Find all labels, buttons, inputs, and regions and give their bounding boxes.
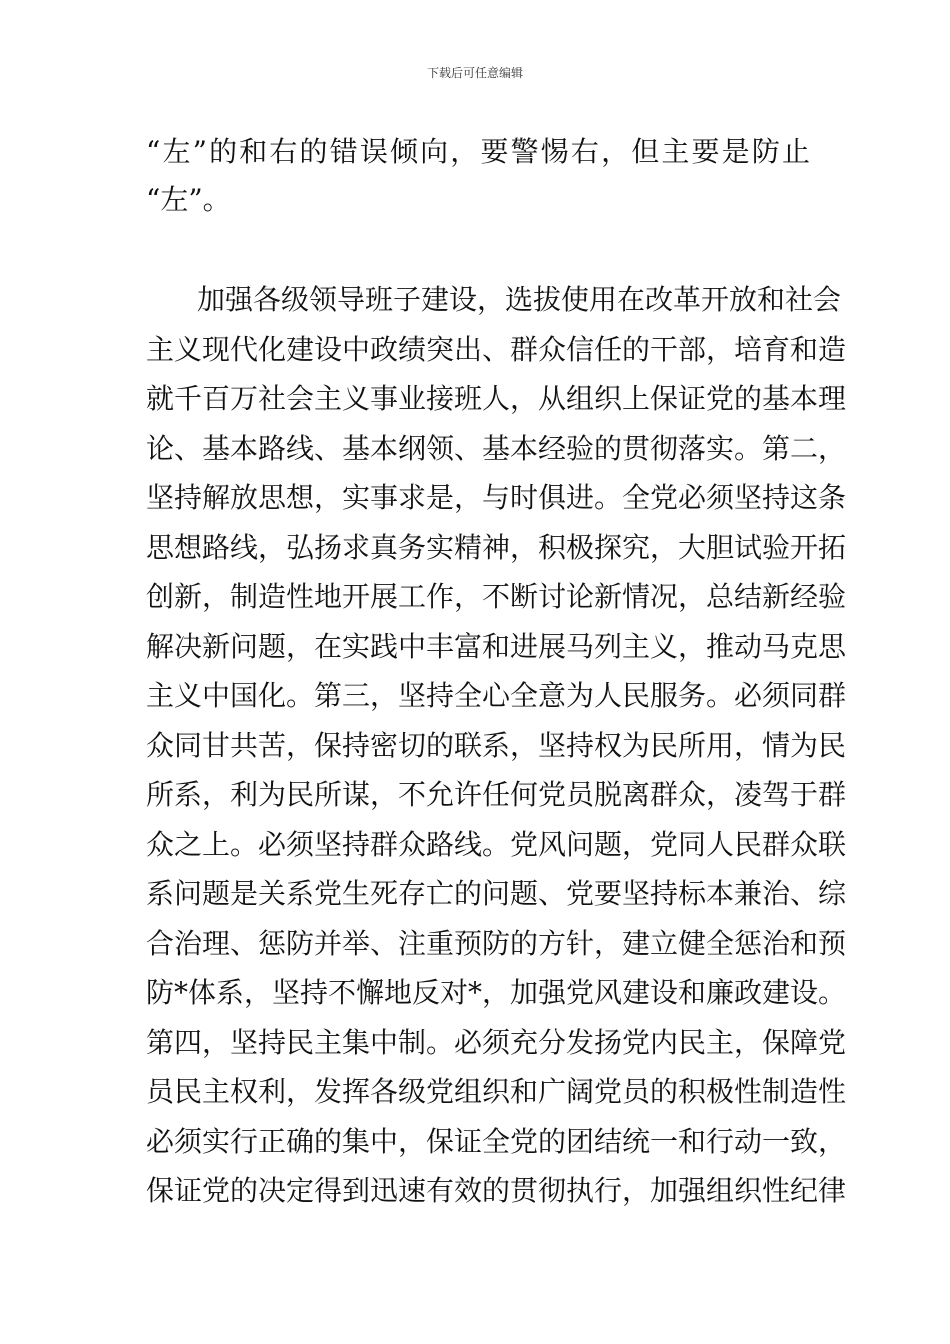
paragraph-2-line-16: 第四，坚持民主集中制。必须充分发扬党内民主，保障党: [146, 1026, 847, 1059]
paragraph-2-line-13: 系问题是关系党生死存亡的问题、党要坚持标本兼治、综: [146, 877, 847, 910]
paragraph-2-line-8: 解决新问题，在实践中丰富和进展马列主义，推动马克思: [146, 630, 847, 663]
paragraph-2-line-10: 众同甘共苦，保持密切的联系，坚持权为民所用，情为民: [146, 729, 847, 762]
paragraph-2-line-17: 员民主权利，发挥各级党组织和广阔党员的积极性制造性: [146, 1075, 847, 1108]
paragraph-2-line-5: 坚持解放思想，实事求是，与时俱进。全党必须坚持这条: [146, 481, 847, 514]
paragraph-1-line-1: “左”的和右的错误倾向，要警惕右，但主要是防止: [146, 135, 810, 168]
paragraph-1-line-2: “左”。: [146, 183, 231, 216]
paragraph-2-line-7: 创新，制造性地开展工作，不断讨论新情况，总结新经验: [146, 580, 847, 613]
paragraph-2-line-15: 防*体系，坚持不懈地反对*，加强党风建设和廉政建设。: [146, 976, 847, 1009]
paragraph-2-line-1: 加强各级领导班子建设，选拔使用在改革开放和社会: [197, 283, 842, 316]
paragraph-2-line-9: 主义中国化。第三，坚持全心全意为人民服务。必须同群: [146, 679, 847, 712]
paragraph-2-line-2: 主义现代化建设中政绩突出、群众信任的干部，培育和造: [146, 333, 847, 366]
paragraph-2-line-3: 就千百万社会主义事业接班人，从组织上保证党的基本理: [146, 382, 847, 415]
paragraph-2-line-12: 众之上。必须坚持群众路线。党风问题，党同人民群众联: [146, 828, 847, 861]
paragraph-2-line-14: 合治理、惩防并举、注重预防的方针，建立健全惩治和预: [146, 927, 847, 960]
paragraph-2-line-18: 必须实行正确的集中，保证全党的团结统一和行动一致，: [146, 1125, 847, 1158]
page-header: 下载后可任意编辑: [426, 66, 523, 80]
paragraph-2-line-6: 思想路线，弘扬求真务实精神，积极探究，大胆试验开拓: [146, 531, 847, 564]
paragraph-2-line-4: 论、基本路线、基本纲领、基本经验的贯彻落实。第二，: [146, 432, 847, 465]
paragraph-2-line-19: 保证党的决定得到迅速有效的贯彻执行，加强组织性纪律: [146, 1174, 847, 1207]
paragraph-2-line-11: 所系，利为民所谋，不允许任何党员脱离群众，凌驾于群: [146, 778, 847, 811]
